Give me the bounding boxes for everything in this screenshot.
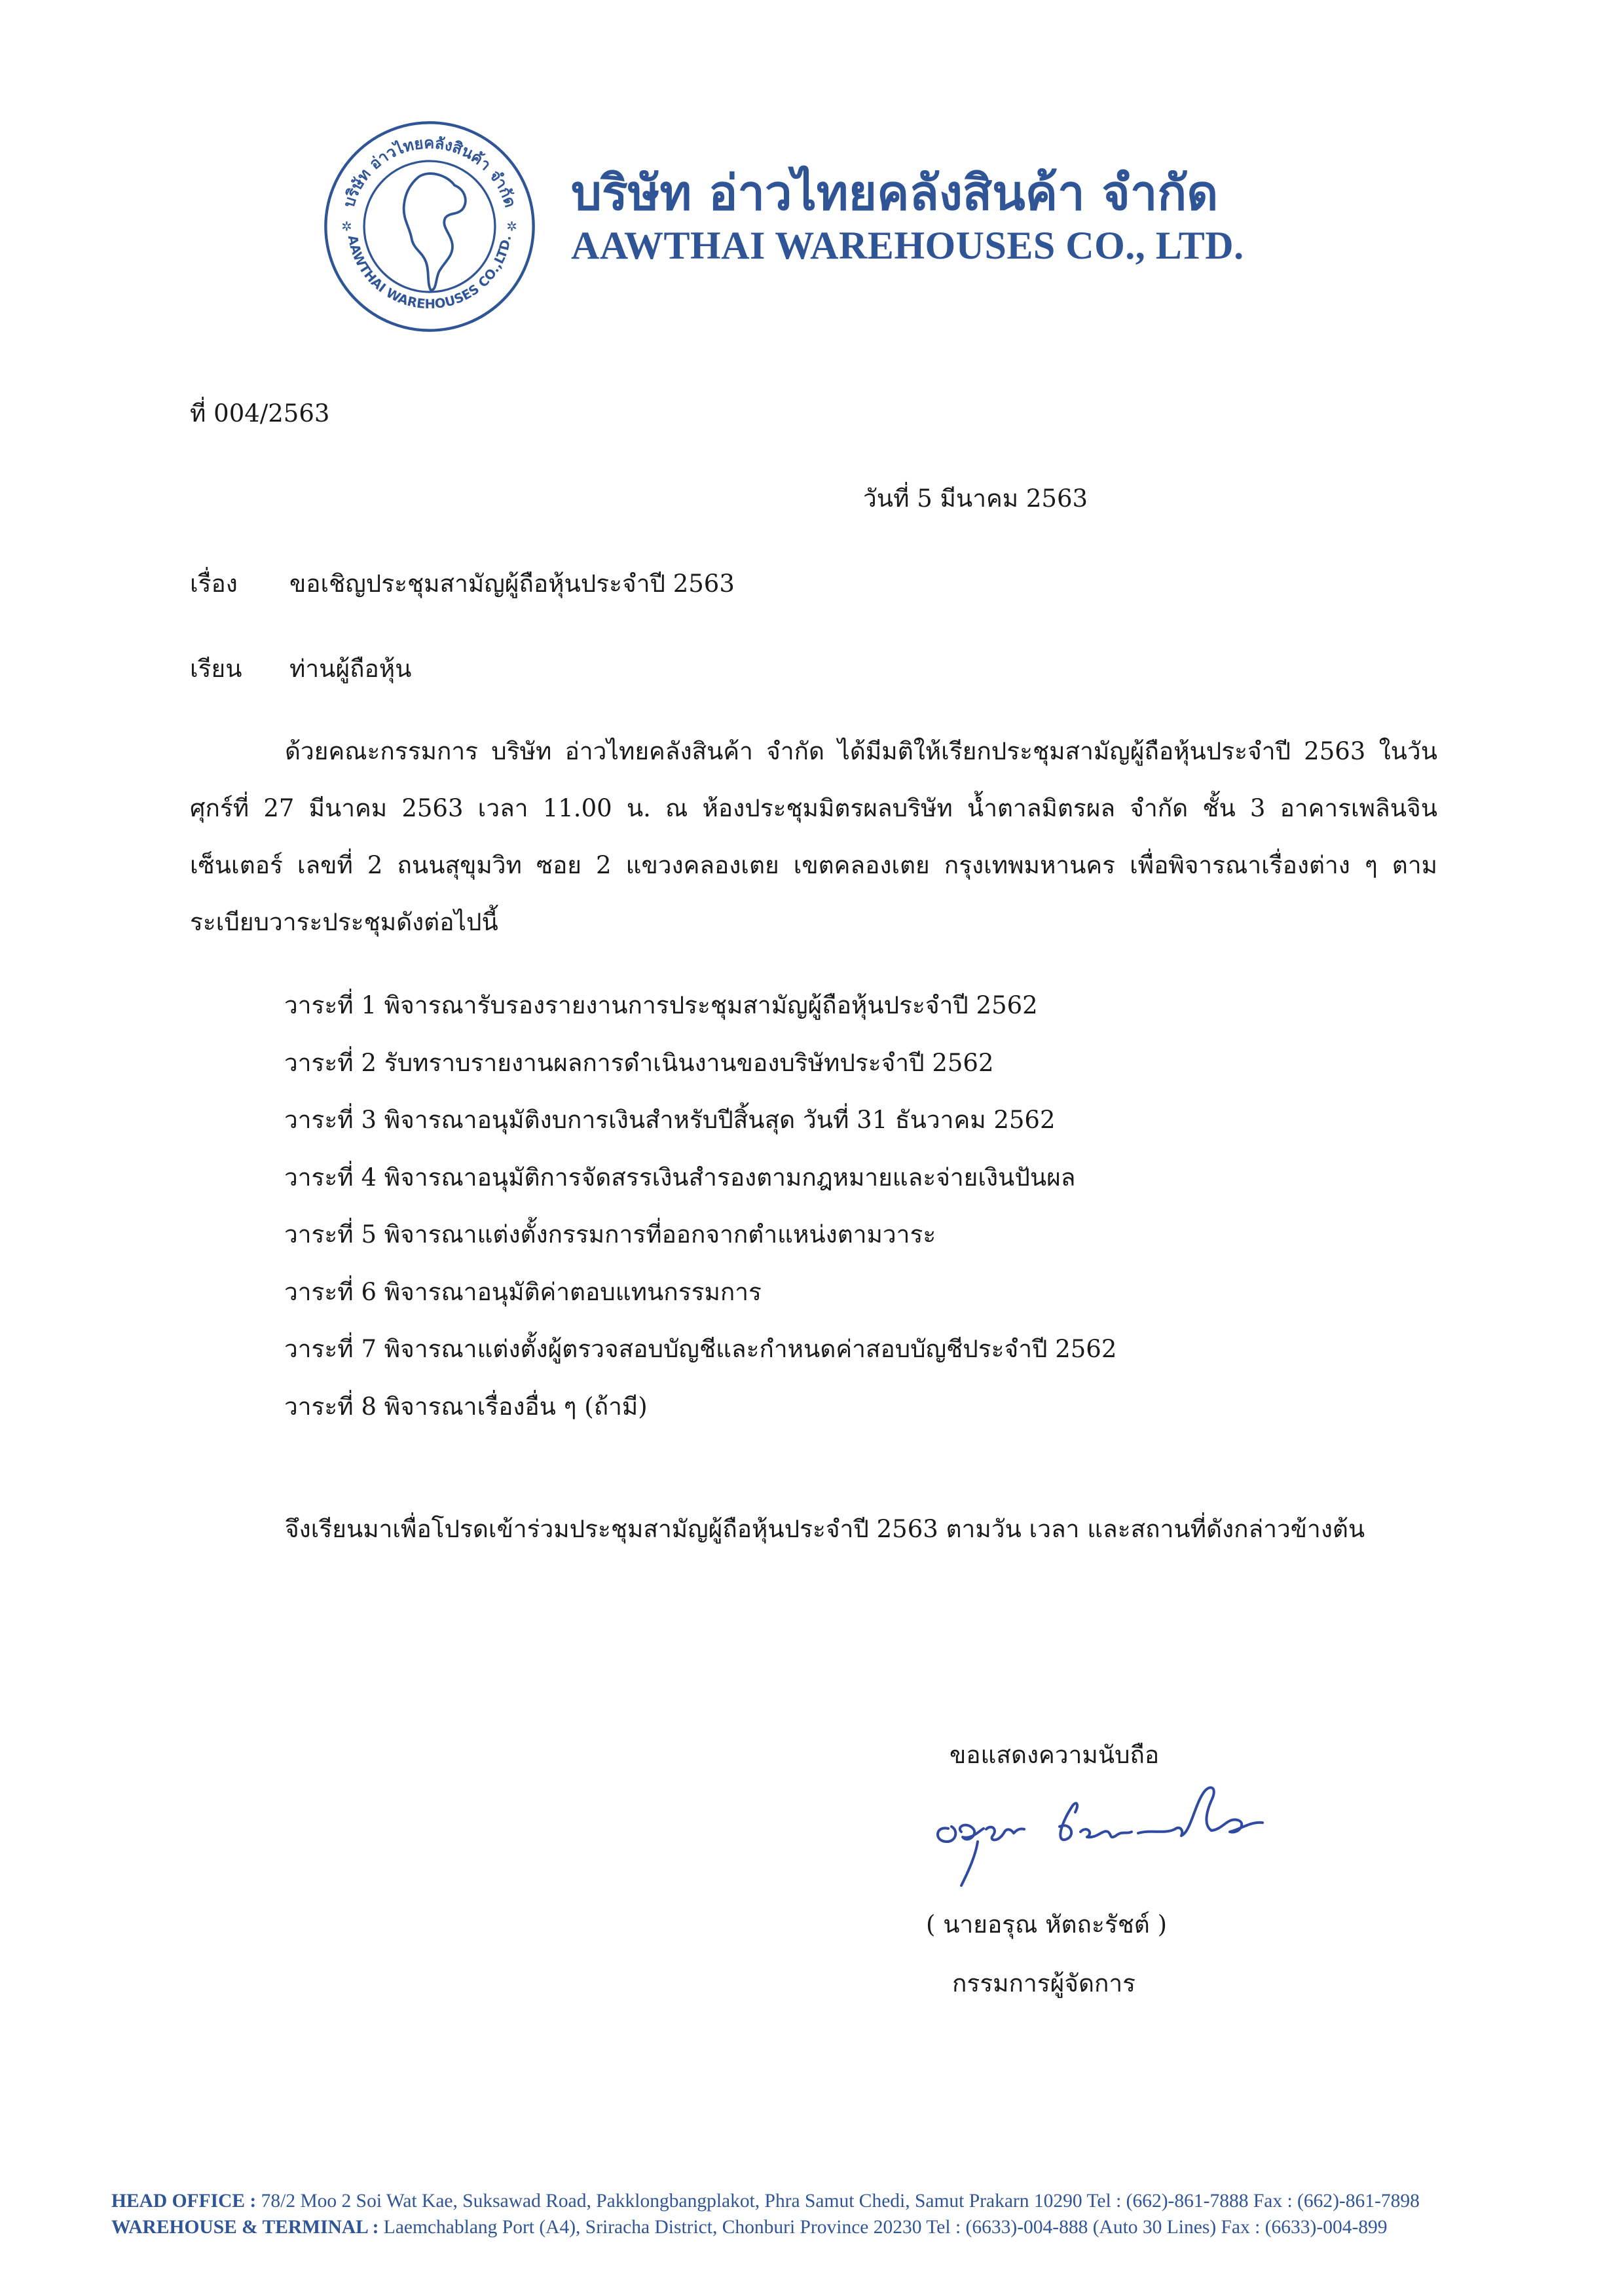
agenda-item: วาระที่ 4 พิจารณาอนุมัติการจัดสรรเงินสำรองตามกฎหมายและจ่ายเงินปันผล bbox=[284, 1163, 1076, 1192]
company-name-thai: บริษัท อ่าวไทยคลังสินค้า จำกัด bbox=[571, 165, 1219, 221]
recipient-label: เรียน bbox=[190, 655, 242, 683]
letter-date: วันที่ 5 มีนาคม 2563 bbox=[863, 484, 1088, 513]
seal-bottom-text: AAWTHAI WAREHOUSES CO.,LTD. bbox=[344, 234, 515, 312]
closing-paragraph bbox=[190, 1501, 1437, 1558]
handwritten-signature bbox=[915, 1766, 1308, 1897]
agenda-item: วาระที่ 6 พิจารณาอนุมัติค่าตอบแทนกรรมการ bbox=[284, 1277, 762, 1306]
warehouse-address: Laemchablang Port (A4), Sriracha District, Chonburi Province 20230 Tel : (6633)-004-888 (Auto 30 Lines) Fax : (6633)-004-899 bbox=[383, 2217, 1388, 2238]
agenda-item: วาระที่ 2 รับทราบรายงานผลการดำเนินงานของบริษัทประจำปี 2562 bbox=[284, 1048, 994, 1077]
signer-title: กรรมการผู้จัดการ bbox=[952, 1969, 1136, 1997]
head-office-label: HEAD OFFICE : bbox=[111, 2191, 257, 2212]
svg-text:✲: ✲ bbox=[341, 219, 352, 234]
closing-salutation: ขอแสดงความนับถือ bbox=[950, 1741, 1160, 1769]
subject-text: ขอเชิญประชุมสามัญผู้ถือหุ้นประจำปี 2563 bbox=[289, 570, 735, 598]
agenda-list bbox=[284, 990, 1116, 1448]
agenda-item: วาระที่ 5 พิจารณาแต่งตั้งกรรมการที่ออกจากตำแหน่งตามวาระ bbox=[284, 1220, 936, 1248]
agenda-item: วาระที่ 8 พิจารณาเรื่องอื่น ๆ (ถ้ามี) bbox=[284, 1392, 648, 1421]
body-text: ด้วยคณะกรรมการ บริษัท อ่าวไทยคลังสินค้า จำกัด ได้มีมติให้เรียกประชุมสามัญผู้ถือหุ้นประจำปี 2563 ในวันศุกร์ที่ 27 มีนาคม 2563 เวลา 11.00 น. ณ ห้องประชุมมิตรผลบริษัท น้ำตาลมิตรผล จำกัด ชั้น 3 อาคารเพลินจินเซ็นเตอร์ เลขที่ 2 ถนนสุขุมวิท ซอย 2 แขวงคลองเตย เขตคลองเตย กรุงเทพมหานคร เพื่อพิจารณาเรื่องต่าง ๆ ตามระเบียบวาระประชุมดังต่อไปนี้ bbox=[190, 737, 1437, 936]
company-letterhead bbox=[571, 164, 1244, 268]
agenda-item: วาระที่ 7 พิจารณาแต่งตั้งผู้ตรวจสอบบัญชีและกำหนดค่าสอบบัญชีประจำปี 2562 bbox=[284, 1335, 1117, 1363]
reference-number: ที่ 004/2563 bbox=[190, 399, 330, 428]
head-office-line bbox=[111, 2188, 1420, 2214]
agenda-item: วาระที่ 3 พิจารณาอนุมัติงบการเงินสำหรับปีสิ้นสุด วันที่ 31 ธันวาคม 2562 bbox=[284, 1106, 1056, 1134]
closing-paragraph-text: จึงเรียนมาเพื่อโปรดเข้าร่วมประชุมสามัญผู้ถือหุ้นประจำปี 2563 ตามวัน เวลา และสถานที่ดังกล่าวข้างต้น bbox=[285, 1515, 1365, 1543]
subject-label: เรื่อง bbox=[190, 570, 238, 598]
body-paragraph bbox=[190, 723, 1437, 951]
svg-text:✲: ✲ bbox=[506, 219, 517, 234]
head-office-address: 78/2 Moo 2 Soi Wat Kae, Suksawad Road, Pakklongbangplakot, Phra Samut Chedi, Samut Prakarn 10290 Tel : (662)-861-7888 Fax : (662)-861-7898 bbox=[261, 2191, 1420, 2212]
seal-top-text: บริษัท อ่าวไทยคลังสินค้า จำกัด bbox=[339, 134, 520, 210]
company-seal-logo bbox=[323, 120, 536, 333]
company-name-english: AAWTHAI WAREHOUSES CO., LTD. bbox=[571, 224, 1244, 267]
warehouse-label: WAREHOUSE & TERMINAL : bbox=[111, 2217, 379, 2238]
warehouse-line bbox=[111, 2214, 1420, 2240]
svg-text:AAWTHAI WAREHOUSES CO.,LTD. bbox=[345, 234, 514, 312]
letterhead-footer bbox=[111, 2188, 1420, 2240]
agenda-item: วาระที่ 1 พิจารณารับรองรายงานการประชุมสามัญผู้ถือหุ้นประจำปี 2562 bbox=[284, 991, 1038, 1019]
signer-name: ( นายอรุณ หัตถะรัชต์ ) bbox=[926, 1910, 1168, 1939]
recipient-text: ท่านผู้ถือหุ้น bbox=[289, 655, 412, 683]
